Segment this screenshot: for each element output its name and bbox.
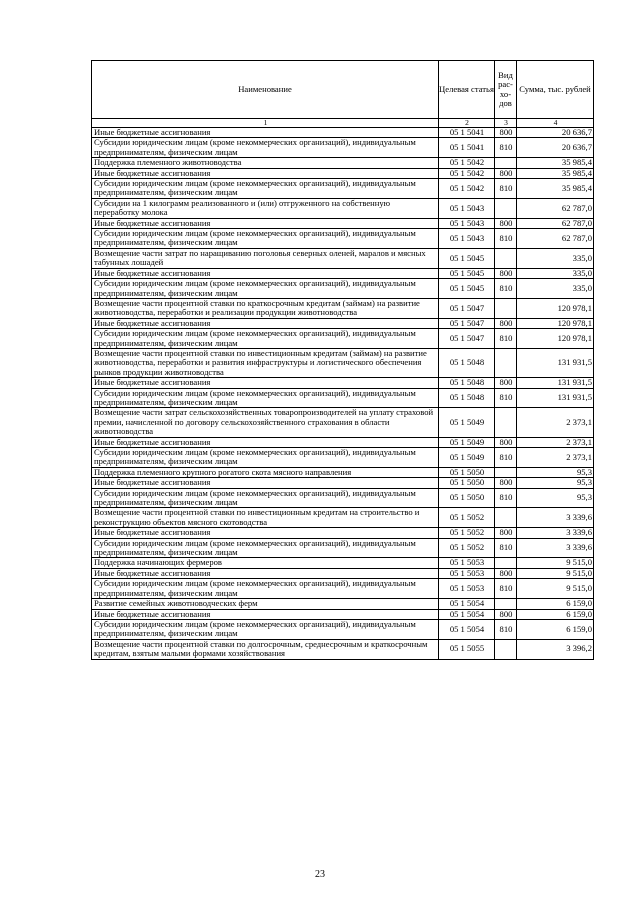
row-sum: 95,3: [517, 488, 594, 508]
row-sum: 6 159,0: [517, 619, 594, 639]
row-sum: 6 159,0: [517, 609, 594, 619]
row-name: Субсидии юридическим лицам (кроме некоммерческих организаций), индивидуальным предпринимателям, физическим лицам: [92, 579, 439, 599]
row-name: Субсидии юридическим лицам (кроме некоммерческих организаций), индивидуальным предпринимателям, физическим лицам: [92, 138, 439, 158]
table-row: [92, 528, 594, 538]
table-row: [92, 318, 594, 328]
table-row: [92, 508, 594, 528]
row-target-code: 05 1 5047: [439, 329, 495, 349]
row-name: Возмещение части процентной ставки по долгосрочным, среднесрочным и краткосрочным кредитам, взятым малыми формами хозяйствования: [92, 639, 439, 659]
row-target-code: 05 1 5052: [439, 538, 495, 558]
row-name: Иные бюджетные ассигнования: [92, 378, 439, 388]
row-expense-kind: 810: [495, 619, 517, 639]
row-sum: 35 985,4: [517, 158, 594, 168]
row-sum: 95,3: [517, 467, 594, 477]
row-target-code: 05 1 5045: [439, 268, 495, 278]
row-sum: 120 978,1: [517, 329, 594, 349]
row-sum: 131 931,5: [517, 388, 594, 408]
row-expense-kind: 800: [495, 378, 517, 388]
table-row: [92, 619, 594, 639]
row-name: Субсидии юридическим лицам (кроме некоммерческих организаций), индивидуальным предпринимателям, физическим лицам: [92, 488, 439, 508]
row-expense-kind: 810: [495, 329, 517, 349]
row-sum: 335,0: [517, 248, 594, 268]
row-sum: 120 978,1: [517, 298, 594, 318]
row-target-code: 05 1 5050: [439, 478, 495, 488]
row-sum: 335,0: [517, 268, 594, 278]
header-kind-line: Вид: [498, 69, 513, 80]
row-expense-kind: 800: [495, 268, 517, 278]
row-target-code: 05 1 5047: [439, 298, 495, 318]
row-expense-kind: [495, 248, 517, 268]
row-expense-kind: 800: [495, 318, 517, 328]
table-row: [92, 467, 594, 477]
table-row: [92, 448, 594, 468]
row-sum: 9 515,0: [517, 579, 594, 599]
row-target-code: 05 1 5052: [439, 528, 495, 538]
row-sum: 120 978,1: [517, 318, 594, 328]
row-expense-kind: [495, 158, 517, 168]
row-sum: 9 515,0: [517, 558, 594, 568]
row-name: Субсидии юридическим лицам (кроме некоммерческих организаций), индивидуальным предпринимателям, физическим лицам: [92, 179, 439, 199]
row-name: Иные бюджетные ассигнования: [92, 437, 439, 447]
row-sum: 6 159,0: [517, 599, 594, 609]
header-kind: [495, 61, 517, 119]
row-expense-kind: 800: [495, 128, 517, 138]
row-name: Иные бюджетные ассигнования: [92, 478, 439, 488]
table-row: [92, 609, 594, 619]
row-sum: 20 636,7: [517, 138, 594, 158]
row-name: Субсидии юридическим лицам (кроме некоммерческих организаций), индивидуальным предпринимателям, физическим лицам: [92, 229, 439, 249]
header-code: Целевая статья: [439, 61, 495, 119]
row-sum: 95,3: [517, 478, 594, 488]
row-expense-kind: [495, 599, 517, 609]
row-sum: 335,0: [517, 279, 594, 299]
row-expense-kind: [495, 298, 517, 318]
table-row: [92, 408, 594, 437]
table-row: [92, 168, 594, 178]
row-name: Возмещение части затрат сельскохозяйственных товаропроизводителей на уплату страховой премии, начисленной по договору сельскохозяйственного страхования в области животноводства: [92, 408, 439, 437]
row-target-code: 05 1 5054: [439, 619, 495, 639]
row-target-code: 05 1 5041: [439, 138, 495, 158]
header-sum: Сумма, тыс. рублей: [517, 61, 594, 119]
row-target-code: 05 1 5049: [439, 437, 495, 447]
row-name: Субсидии юридическим лицам (кроме некоммерческих организаций), индивидуальным предпринимателям, физическим лицам: [92, 619, 439, 639]
table-row: [92, 279, 594, 299]
header-kind-line: дов: [499, 97, 512, 108]
row-target-code: 05 1 5048: [439, 348, 495, 377]
row-target-code: 05 1 5053: [439, 568, 495, 578]
row-sum: 2 373,1: [517, 408, 594, 437]
row-expense-kind: [495, 348, 517, 377]
row-name: Возмещение части процентной ставки по краткосрочным кредитам (займам) на развитие животноводства, переработки и реализации продукции животноводства: [92, 298, 439, 318]
row-expense-kind: 810: [495, 538, 517, 558]
row-sum: 20 636,7: [517, 128, 594, 138]
row-sum: 9 515,0: [517, 568, 594, 578]
table-row: [92, 488, 594, 508]
row-name: Иные бюджетные ассигнования: [92, 528, 439, 538]
row-name: Иные бюджетные ассигнования: [92, 268, 439, 278]
row-name: Субсидии юридическим лицам (кроме некоммерческих организаций), индивидуальным предпринимателям, физическим лицам: [92, 388, 439, 408]
table-row: [92, 218, 594, 228]
row-expense-kind: 800: [495, 568, 517, 578]
row-sum: 3 339,6: [517, 508, 594, 528]
page-number: 23: [315, 869, 325, 880]
row-target-code: 05 1 5050: [439, 467, 495, 477]
row-name: Субсидии юридическим лицам (кроме некоммерческих организаций), индивидуальным предпринимателям, физическим лицам: [92, 448, 439, 468]
row-name: Поддержка племенного крупного рогатого скота мясного направления: [92, 467, 439, 477]
table-row: [92, 248, 594, 268]
row-target-code: 05 1 5050: [439, 488, 495, 508]
row-target-code: 05 1 5053: [439, 558, 495, 568]
table-row: [92, 568, 594, 578]
row-target-code: 05 1 5043: [439, 218, 495, 228]
row-sum: 3 396,2: [517, 639, 594, 659]
row-expense-kind: 810: [495, 488, 517, 508]
row-sum: 62 787,0: [517, 198, 594, 218]
row-target-code: 05 1 5045: [439, 248, 495, 268]
table-row: [92, 378, 594, 388]
column-number: 1: [92, 119, 439, 128]
row-expense-kind: 800: [495, 478, 517, 488]
table-row: [92, 128, 594, 138]
row-name: Субсидии юридическим лицам (кроме некоммерческих организаций), индивидуальным предпринимателям, физическим лицам: [92, 538, 439, 558]
row-expense-kind: [495, 558, 517, 568]
row-expense-kind: 810: [495, 138, 517, 158]
row-name: Иные бюджетные ассигнования: [92, 318, 439, 328]
row-expense-kind: 810: [495, 229, 517, 249]
row-sum: 35 985,4: [517, 168, 594, 178]
row-sum: 62 787,0: [517, 229, 594, 249]
table-row: [92, 478, 594, 488]
table-row: [92, 558, 594, 568]
row-target-code: 05 1 5043: [439, 229, 495, 249]
table-row: [92, 579, 594, 599]
row-target-code: 05 1 5041: [439, 128, 495, 138]
row-expense-kind: [495, 508, 517, 528]
row-expense-kind: [495, 198, 517, 218]
row-target-code: 05 1 5053: [439, 579, 495, 599]
row-name: Возмещение части затрат по наращиванию поголовья северных оленей, маралов и мясных табунных лошадей: [92, 248, 439, 268]
row-name: Субсидии юридическим лицам (кроме некоммерческих организаций), индивидуальным предпринимателям, физическим лицам: [92, 329, 439, 349]
row-name: Иные бюджетные ассигнования: [92, 568, 439, 578]
column-number-row: [92, 119, 594, 128]
row-target-code: 05 1 5043: [439, 198, 495, 218]
table-header-row: [92, 61, 594, 119]
row-name: Возмещение части процентной ставки по инвестиционным кредитам на строительство и реконструкцию объектов мясного скотоводства: [92, 508, 439, 528]
row-name: Поддержка племенного животноводства: [92, 158, 439, 168]
column-number: 3: [495, 119, 517, 128]
header-kind-line: хо-: [499, 88, 512, 99]
row-name: Иные бюджетные ассигнования: [92, 128, 439, 138]
row-name: Иные бюджетные ассигнования: [92, 218, 439, 228]
row-name: Иные бюджетные ассигнования: [92, 168, 439, 178]
row-expense-kind: 810: [495, 579, 517, 599]
column-number: 2: [439, 119, 495, 128]
table-row: [92, 268, 594, 278]
row-expense-kind: 800: [495, 168, 517, 178]
row-target-code: 05 1 5054: [439, 609, 495, 619]
row-expense-kind: 810: [495, 279, 517, 299]
column-number: 4: [517, 119, 594, 128]
row-expense-kind: [495, 408, 517, 437]
row-target-code: 05 1 5052: [439, 508, 495, 528]
row-expense-kind: [495, 639, 517, 659]
row-expense-kind: 800: [495, 528, 517, 538]
row-target-code: 05 1 5055: [439, 639, 495, 659]
row-name: Развитие семейных животноводческих ферм: [92, 599, 439, 609]
row-expense-kind: 810: [495, 448, 517, 468]
table-row: [92, 639, 594, 659]
row-sum: 3 339,6: [517, 538, 594, 558]
table-row: [92, 538, 594, 558]
row-expense-kind: 810: [495, 179, 517, 199]
table-row: [92, 348, 594, 377]
row-name: Субсидии на 1 килограмм реализованного и (или) отгруженного на собственную переработку молока: [92, 198, 439, 218]
table-row: [92, 437, 594, 447]
row-expense-kind: 810: [495, 388, 517, 408]
row-expense-kind: [495, 467, 517, 477]
table-row: [92, 329, 594, 349]
table-row: [92, 388, 594, 408]
row-target-code: 05 1 5049: [439, 448, 495, 468]
row-name: Иные бюджетные ассигнования: [92, 609, 439, 619]
row-name: Субсидии юридическим лицам (кроме некоммерческих организаций), индивидуальным предпринимателям, физическим лицам: [92, 279, 439, 299]
header-kind-line: рас-: [498, 79, 513, 90]
row-sum: 2 373,1: [517, 448, 594, 468]
row-target-code: 05 1 5042: [439, 158, 495, 168]
table-row: [92, 179, 594, 199]
row-sum: 35 985,4: [517, 179, 594, 199]
row-sum: 131 931,5: [517, 348, 594, 377]
row-target-code: 05 1 5048: [439, 378, 495, 388]
row-name: Возмещение части процентной ставки по инвестиционным кредитам (займам) на развитие животноводства, переработки и развития инфраструктуры и логистического обеспечения рынков продукции животноводства: [92, 348, 439, 377]
row-target-code: 05 1 5045: [439, 279, 495, 299]
budget-table: [91, 60, 594, 660]
table-row: [92, 198, 594, 218]
row-sum: 62 787,0: [517, 218, 594, 228]
row-target-code: 05 1 5047: [439, 318, 495, 328]
row-sum: 3 339,6: [517, 528, 594, 538]
table-row: [92, 138, 594, 158]
table-row: [92, 158, 594, 168]
row-expense-kind: 800: [495, 437, 517, 447]
row-sum: 131 931,5: [517, 378, 594, 388]
row-name: Поддержка начинающих фермеров: [92, 558, 439, 568]
row-sum: 2 373,1: [517, 437, 594, 447]
row-expense-kind: 800: [495, 609, 517, 619]
row-target-code: 05 1 5049: [439, 408, 495, 437]
row-target-code: 05 1 5048: [439, 388, 495, 408]
budget-table-body: [92, 61, 594, 660]
table-row: [92, 599, 594, 609]
header-name: Наименование: [92, 61, 439, 119]
row-target-code: 05 1 5042: [439, 179, 495, 199]
table-row: [92, 229, 594, 249]
row-target-code: 05 1 5054: [439, 599, 495, 609]
row-target-code: 05 1 5042: [439, 168, 495, 178]
row-expense-kind: 800: [495, 218, 517, 228]
table-row: [92, 298, 594, 318]
